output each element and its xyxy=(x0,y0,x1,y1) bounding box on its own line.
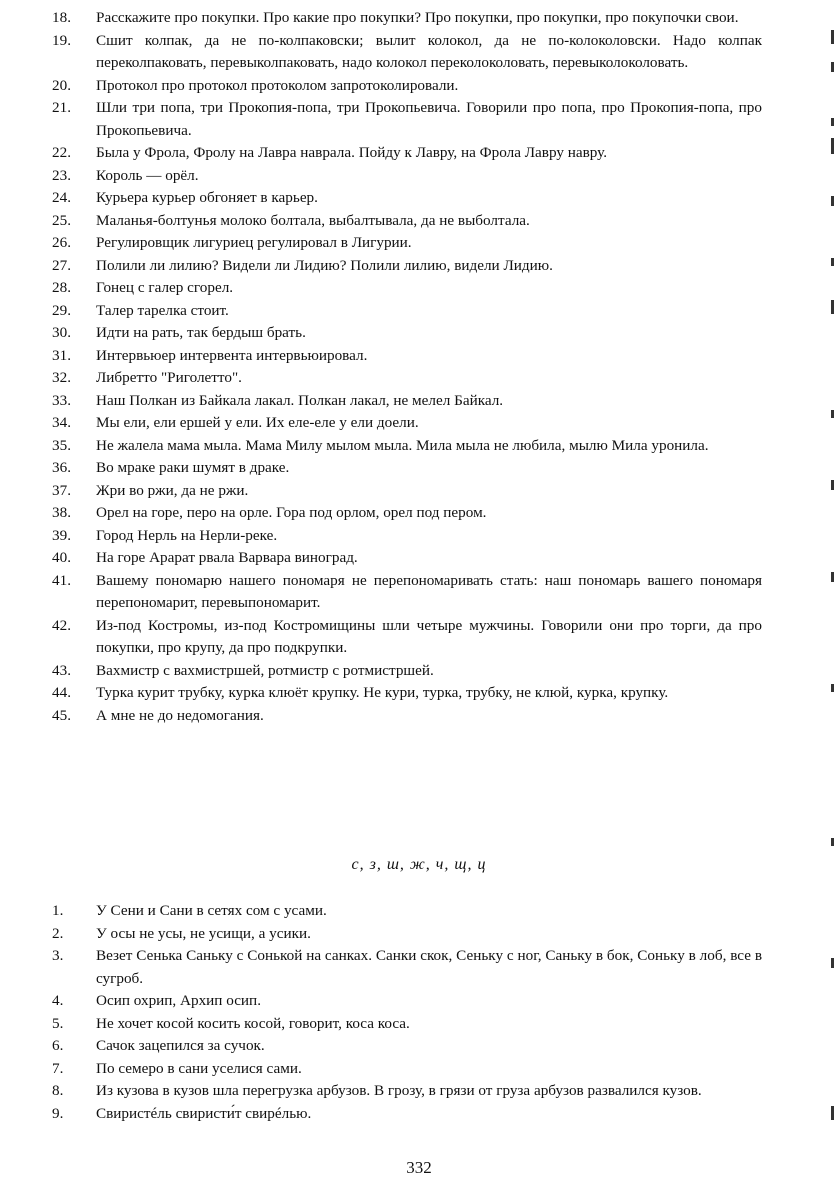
item-text: Из-под Костромы, из-под Костромищины шли четыре мужчины. Говорили они про торги, да про покупки, про крупу, да про подкрупки. xyxy=(96,616,762,656)
item-text: Идти на рать, так бердыш брать. xyxy=(96,324,306,341)
list-item xyxy=(0,75,762,98)
tongue-twister-list-part-2 xyxy=(0,900,838,1125)
item-text: Шли три попа, три Прокопия-попа, три Прокопьевича. Говорили про попа, про Прокопия-попа, про Прокопьевича. xyxy=(96,99,762,139)
list-item xyxy=(0,660,762,683)
list-item xyxy=(0,682,762,705)
item-number: 9. xyxy=(52,1104,64,1122)
item-text: Была у Фрола, Фролу на Лавра наврала. Пойду к Лавру, на Фрола Лавру навру. xyxy=(96,144,608,161)
list-item xyxy=(0,187,762,210)
item-number: 19. xyxy=(52,31,71,49)
item-text: Король — орёл. xyxy=(96,166,199,184)
list-item xyxy=(0,300,762,323)
item-text: Курьера курьер обгоняет в карьер. xyxy=(96,189,318,206)
item-text: Сшит колпак, да не по-колпаковски; вылит колокол, да не по-колоколовски. Надо колпак переколпаковать, перевыколпаковать, надо колокол переколоколовать, перевыколоколовать. xyxy=(96,31,762,71)
item-text: Жри во ржи, да не ржи. xyxy=(96,481,249,499)
item-number: 4. xyxy=(52,992,64,1009)
list-item xyxy=(0,277,762,300)
item-number: 26. xyxy=(52,234,71,251)
item-text: Осип охрип, Архип осип. xyxy=(96,992,261,1009)
item-number: 34. xyxy=(52,414,71,431)
item-text: Гонец с галер сгорел. xyxy=(96,279,234,296)
item-text: А мне не до недомогания. xyxy=(96,706,264,724)
item-number: 29. xyxy=(52,301,71,319)
list-item xyxy=(0,457,762,480)
item-number: 2. xyxy=(52,924,64,942)
item-text: Маланья-болтунья молоко болтала, выбалтывала, да не выболтала. xyxy=(96,211,530,229)
item-number: 39. xyxy=(52,526,71,544)
item-number: 44. xyxy=(52,684,71,701)
item-number: 38. xyxy=(52,504,71,521)
item-text: У осы не усы, не усищи, а усики. xyxy=(96,924,311,942)
item-number: 32. xyxy=(52,369,71,386)
item-text: Протокол про протокол протоколом запротоколировали. xyxy=(96,76,459,94)
item-number: 8. xyxy=(52,1082,64,1099)
list-item xyxy=(0,570,762,615)
item-text: Наш Полкан из Байкала лакал. Полкан лакал, не мелел Байкал. xyxy=(96,391,504,409)
list-item xyxy=(0,1058,762,1081)
item-text: По семеро в сани уселися сами. xyxy=(96,1059,302,1077)
list-item xyxy=(0,345,762,368)
item-number: 45. xyxy=(52,706,71,724)
item-text: Либретто "Риголетто". xyxy=(96,369,242,386)
item-number: 43. xyxy=(52,661,71,679)
item-number: 7. xyxy=(52,1059,64,1077)
item-number: 5. xyxy=(52,1014,64,1032)
item-text: Расскажите про покупки. Про какие про покупки? Про покупки, про покупки, про покупочки свои. xyxy=(96,9,739,26)
list-item xyxy=(0,547,762,570)
item-number: 6. xyxy=(52,1037,64,1054)
item-number: 36. xyxy=(52,459,71,476)
list-item xyxy=(0,525,762,548)
item-text: Из кузова в кузов шла перегрузка арбузов. В грозу, в грязи от груза арбузов развалился кузов. xyxy=(96,1082,702,1099)
list-item xyxy=(0,97,762,142)
item-text: Во мраке раки шумят в драке. xyxy=(96,459,290,476)
list-item xyxy=(0,1013,762,1036)
page-number: 332 xyxy=(406,1158,432,1177)
item-text: Везет Сенька Саньку с Сонькой на санках. Санки скок, Сеньку с ног, Саньку в бок, Соньку в лоб, все в сугроб. xyxy=(96,947,762,987)
list-item xyxy=(0,367,762,390)
list-item xyxy=(0,322,762,345)
item-text: На горе Арарат рвала Варвара виноград. xyxy=(96,549,358,566)
item-text: Полили ли лилию? Видели ли Лидию? Полили лилию, видели Лидию. xyxy=(96,256,553,274)
item-text: Не жалела мама мыла. Мама Милу мылом мыла. Мила мыла не любила, мылю Мила уронила. xyxy=(96,436,709,454)
item-text: Мы ели, ели ершей у ели. Их еле-еле у ели доели. xyxy=(96,414,419,431)
item-number: 24. xyxy=(52,189,71,206)
item-text: Интервьюер интервента интервьюировал. xyxy=(96,346,368,364)
item-number: 27. xyxy=(52,256,71,274)
item-text: Вашему пономарю нашего пономаря не перепономаривать стать: наш пономарь вашего пономаря перепономарит, перевыпономарит. xyxy=(96,571,762,611)
list-item xyxy=(0,1103,762,1126)
list-item xyxy=(0,210,762,233)
item-number: 41. xyxy=(52,571,71,589)
list-item xyxy=(0,412,762,435)
item-number: 1. xyxy=(52,902,64,919)
item-number: 21. xyxy=(52,99,71,116)
item-number: 33. xyxy=(52,391,71,409)
item-number: 31. xyxy=(52,346,71,364)
item-text: Свиристéль свиристи́т свирéлью. xyxy=(96,1104,312,1122)
item-number: 3. xyxy=(52,947,64,964)
list-item xyxy=(0,30,762,75)
item-number: 25. xyxy=(52,211,71,229)
item-number: 40. xyxy=(52,549,71,566)
list-item xyxy=(0,900,762,923)
tongue-twister-list-part-1 xyxy=(0,7,838,727)
section-heading: с, з, ш, ж, ч, щ, ц xyxy=(351,856,487,873)
list-item xyxy=(0,435,762,458)
list-item xyxy=(0,142,762,165)
item-number: 28. xyxy=(52,279,71,296)
list-item xyxy=(0,165,762,188)
item-text: Регулировщик лигуриец регулировал в Лигурии. xyxy=(96,234,412,251)
item-text: Сачок зацепился за сучок. xyxy=(96,1037,265,1054)
item-text: У Сени и Сани в сетях сом с усами. xyxy=(96,902,327,919)
item-text: Орел на горе, перо на орле. Гора под орлом, орел под пером. xyxy=(96,504,487,521)
list-item xyxy=(0,390,762,413)
list-item xyxy=(0,923,762,946)
list-item xyxy=(0,1035,762,1058)
item-number: 20. xyxy=(52,76,71,94)
item-number: 42. xyxy=(52,616,71,634)
list-item xyxy=(0,232,762,255)
list-item xyxy=(0,990,762,1013)
item-number: 18. xyxy=(52,9,71,26)
item-text: Не хочет косой косить косой, говорит, коса коса. xyxy=(96,1014,410,1032)
item-number: 37. xyxy=(52,481,71,499)
item-number: 30. xyxy=(52,324,71,341)
item-text: Талер тарелка стоит. xyxy=(96,301,229,319)
list-item xyxy=(0,502,762,525)
item-number: 22. xyxy=(52,144,71,161)
list-item xyxy=(0,7,762,30)
item-text: Турка курит трубку, курка клюёт крупку. Не кури, турка, трубку, не клюй, курка, крупку. xyxy=(96,684,669,701)
list-item xyxy=(0,1080,762,1103)
item-number: 35. xyxy=(52,436,71,454)
item-number: 23. xyxy=(52,166,71,184)
list-item xyxy=(0,705,762,728)
list-item xyxy=(0,945,762,990)
item-text: Город Нерль на Нерли-реке. xyxy=(96,526,278,544)
list-item xyxy=(0,615,762,660)
list-item xyxy=(0,255,762,278)
list-item xyxy=(0,480,762,503)
scan-edge-marks xyxy=(826,0,838,1192)
item-text: Вахмистр с вахмистршей, ротмистр с ротмистршей. xyxy=(96,661,434,679)
